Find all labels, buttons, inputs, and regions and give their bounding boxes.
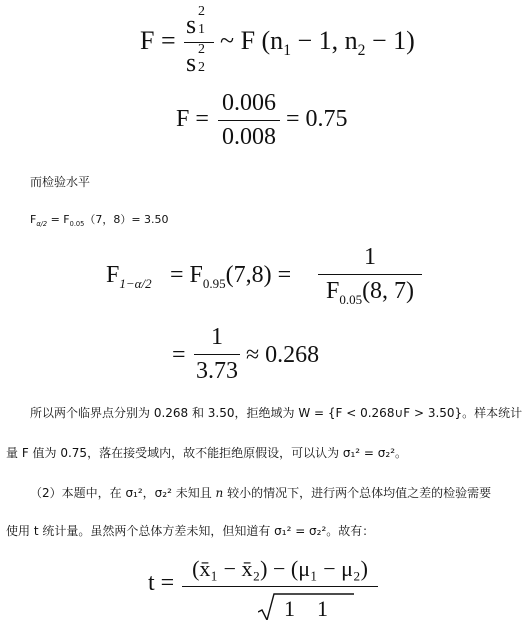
formula-f-value-denominator: 0.008 xyxy=(222,124,276,150)
fraction-bar xyxy=(218,120,280,121)
formula-f-value xyxy=(176,90,376,156)
formula4-denominator: 3.73 xyxy=(196,358,238,384)
formula4-numerator: 1 xyxy=(211,324,223,350)
formula-f-value-lhs: F = xyxy=(176,106,209,132)
rhs-mid: − 1, n xyxy=(290,26,358,55)
formula5-den-partial: 1 1 xyxy=(284,596,328,621)
formula5-lhs: t = xyxy=(148,570,175,596)
numerator-sup: 2 xyxy=(198,4,205,19)
formula5-numerator: (x̄₁ − x̄₂) − (μ₁ − μ₂) xyxy=(192,556,368,581)
text-f-critical xyxy=(30,211,169,228)
den-sub: 0.05 xyxy=(339,291,363,307)
formula-f-lower-lhs xyxy=(106,262,152,292)
denominator-sup: 2 xyxy=(198,42,205,57)
formula5-fraction xyxy=(182,556,378,621)
mid-args: (7,8) = xyxy=(225,262,292,288)
denominator-s: s xyxy=(186,48,197,77)
formula4-eq: = xyxy=(172,342,186,368)
paragraph-t-test-line1 xyxy=(30,484,491,501)
numerator-sub: 1 xyxy=(198,22,205,37)
formula4-rhs: ≈ 0.268 xyxy=(246,342,320,368)
f-symbol: F xyxy=(30,213,37,226)
formula-f-ratio-fraction xyxy=(184,4,214,77)
formula-f-ratio-numerator xyxy=(184,4,214,40)
paragraph-rejection-region-line2: 量 F 值为 0.75，落在接受域内，故不能拒绝原假设，可以认为 σ₁² = σ₂²。 xyxy=(6,446,408,460)
formula5-denominator xyxy=(258,590,358,620)
f-sub-alpha: α/2 xyxy=(36,220,48,229)
formula-t-statistic xyxy=(148,556,388,620)
fraction-bar xyxy=(318,274,422,275)
para2-n: n xyxy=(215,486,224,500)
lhs-f: F xyxy=(106,262,120,288)
f-rest: （7，8）= 3.50 xyxy=(84,213,169,226)
formula-f-value-fraction xyxy=(218,90,280,151)
denominator-sub: 2 xyxy=(198,60,205,75)
formula4-fraction xyxy=(194,324,240,385)
formula-f-lower xyxy=(106,244,426,312)
text-test-level: 而检验水平 xyxy=(30,175,91,189)
numerator-s: s xyxy=(186,10,197,39)
formula-f-ratio-lhs: F = xyxy=(140,26,176,55)
fraction-bar xyxy=(182,586,378,587)
rhs-sub2: 2 xyxy=(357,42,366,60)
formula-f-lower-numerator: 1 xyxy=(364,244,376,270)
mid-sub: 0.95 xyxy=(202,275,226,291)
rhs-end: − 1) xyxy=(365,26,415,55)
lhs-sub: 1−α/2 xyxy=(119,275,152,291)
den-args: (8, 7) xyxy=(362,278,415,304)
formula-f-lower-fraction xyxy=(318,244,422,308)
fraction-bar xyxy=(194,354,240,355)
formula-f-lower-value xyxy=(172,324,352,388)
rhs-sub1: 1 xyxy=(283,42,291,60)
rhs-pre: ~ F (n xyxy=(220,26,284,55)
formula-f-lower-mid xyxy=(170,262,291,292)
formula-f-ratio-rhs xyxy=(220,26,415,60)
formula-f-lower-denominator xyxy=(318,278,422,308)
mid-eq: = F xyxy=(170,262,203,288)
para2-a: （2）本题中，在 σ₁²，σ₂² 未知且 xyxy=(30,486,212,500)
formula-f-ratio-denominator xyxy=(184,44,214,80)
f-sub-005: 0.05 xyxy=(69,220,85,229)
f-eq: = F xyxy=(47,213,70,226)
formula-f-ratio xyxy=(140,4,415,84)
formula-f-value-numerator: 0.006 xyxy=(222,90,276,116)
paragraph-t-test-line2: 使用 t 统计量。虽然两个总体方差未知，但知道有 σ₁² = σ₂²。故有： xyxy=(6,524,375,538)
formula-f-value-rhs: = 0.75 xyxy=(286,106,348,132)
para2-b: 较小的情况下，进行两个总体均值之差的检验需要 xyxy=(227,486,492,500)
den-f: F xyxy=(325,278,340,304)
paragraph-rejection-region-line1: 所以两个临界点分别为 0.268 和 3.50，拒绝域为 W = {F < 0.268∪F > 3.50}。样本统计 xyxy=(30,406,523,420)
